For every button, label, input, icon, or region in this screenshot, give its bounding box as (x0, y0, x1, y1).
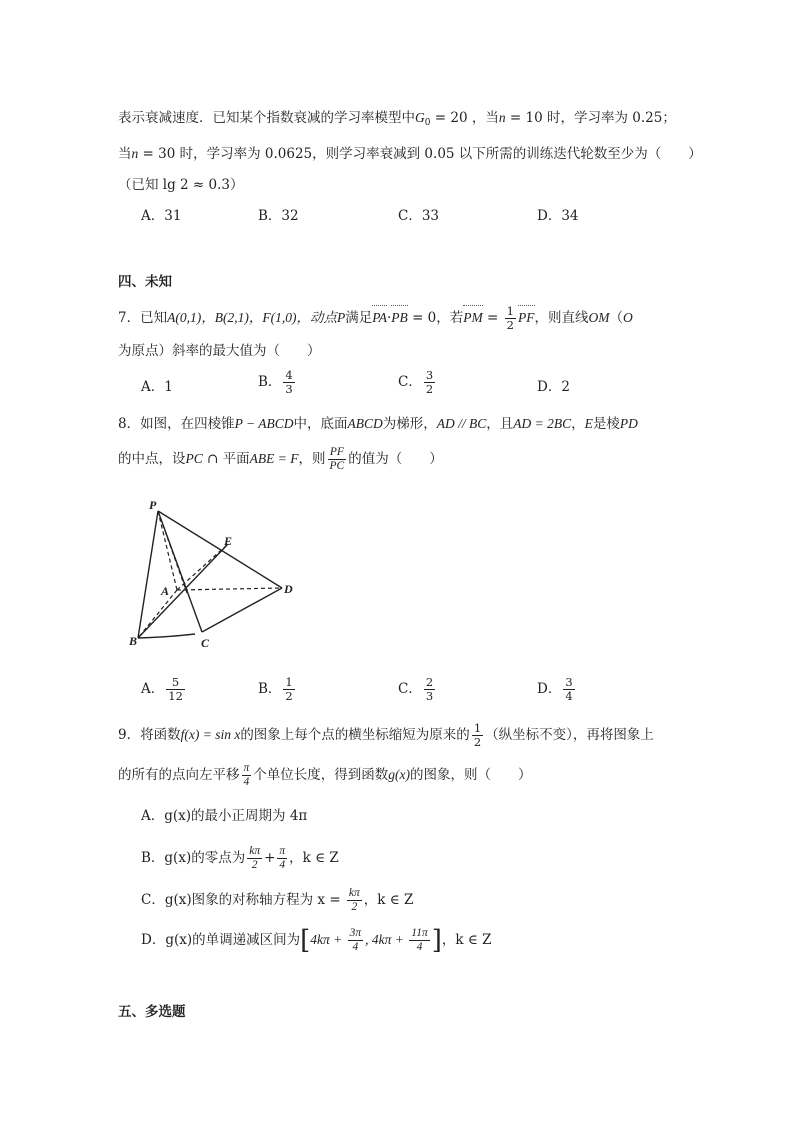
label-d: D (284, 582, 293, 596)
fraction (348, 927, 364, 954)
math: f(x) = sin x (180, 727, 241, 742)
section-heading-4: 四、未知 (118, 274, 172, 290)
denominator: 2 (506, 318, 514, 332)
text: 个单位长度，得到函数 (253, 767, 389, 783)
numerator: 3 (565, 675, 573, 689)
q7-choice-d[interactable]: D．2 (537, 379, 570, 395)
math: AD = 2BC (513, 416, 572, 431)
text: ，且 (486, 416, 514, 432)
point-b: B(2,1)， (214, 310, 263, 325)
denominator: 12 (168, 689, 183, 703)
pyramid-figure (125, 495, 310, 655)
symbol-n: n (498, 110, 506, 125)
text: ，k ∈ Z (363, 892, 414, 908)
q6-line3: （已知 lg 2 ≈ 0.3） (118, 177, 244, 193)
line-om: OM (588, 310, 610, 325)
q6-choice-d[interactable]: D．34 (537, 208, 579, 224)
text: = 10 时，学习率为 0.25； (505, 110, 676, 126)
section-heading-5: 五、多选题 (118, 1004, 186, 1020)
text: ，k ∈ Z (441, 932, 492, 948)
text: 的图象，则（ ） (410, 767, 532, 783)
text: ，则直线 (534, 310, 589, 326)
label-p: P (149, 498, 157, 512)
symbol-n: n (131, 146, 139, 161)
math: PD (619, 416, 638, 431)
numerator: π (243, 762, 250, 774)
q8-line2 (118, 446, 443, 473)
numerator: 11π (411, 927, 428, 939)
text: = 20 ，当 (430, 110, 499, 126)
numerator: 3 (425, 368, 434, 382)
numerator: 1 (506, 304, 514, 318)
q7-choice-c[interactable] (398, 369, 437, 396)
numerator: 4 (285, 368, 293, 382)
text: = (482, 310, 503, 326)
q8-choice-b[interactable] (258, 676, 297, 703)
denominator: 4 (565, 689, 573, 703)
math: g(x) (388, 767, 410, 782)
fraction (166, 676, 185, 703)
edge-bc (138, 634, 195, 638)
choice-label: D． (537, 681, 562, 697)
vector-pb: PB (391, 308, 408, 328)
text: ，则 (298, 451, 326, 467)
label-b: B (129, 634, 138, 648)
edge-pd (158, 511, 282, 588)
symbol-g: G (415, 110, 425, 125)
fraction (563, 676, 574, 703)
denominator: 3 (285, 382, 293, 396)
label-e: E (224, 534, 233, 548)
edge-ad (177, 588, 282, 590)
math: PC (185, 451, 203, 466)
fraction (277, 845, 287, 872)
fraction-half (472, 722, 483, 749)
q8-choice-d[interactable] (537, 676, 577, 703)
text: 当 (118, 146, 132, 162)
fraction (283, 369, 294, 396)
q6-line2 (118, 144, 702, 164)
q8-line1 (118, 414, 638, 434)
text: 的中点，设 (118, 451, 186, 467)
point-o: O (623, 310, 633, 325)
denominator: 4 (279, 859, 286, 871)
numerator: 5 (166, 676, 185, 690)
point-a: A(0,1)， (167, 310, 215, 325)
denominator: 2 (473, 735, 482, 749)
right-bracket: ] (431, 925, 442, 956)
label-a: A (161, 584, 170, 598)
q9-line2 (118, 762, 532, 789)
text: B．g(x)的零点为 (141, 850, 246, 866)
text: C．g(x)图象的对称轴方程为 x = (141, 892, 345, 908)
q6-choice-a[interactable]: A．31 (141, 208, 182, 224)
text: 的值为（ ） (348, 451, 443, 467)
text: ， (571, 416, 585, 432)
q8-choice-a[interactable] (141, 676, 187, 703)
math: 4kπ + (310, 932, 346, 947)
text: （ (609, 310, 623, 326)
numerator: π (279, 845, 286, 857)
fraction (347, 887, 362, 914)
choice-label: A． (141, 681, 165, 697)
text: 7．已知 (118, 310, 168, 326)
text: D．g(x)的单调递减区间为 (141, 932, 301, 948)
fraction (424, 676, 435, 703)
denominator: 4 (352, 941, 359, 953)
numerator: 1 (285, 675, 293, 689)
denominator: 2 (351, 901, 358, 913)
denominator: 2 (425, 382, 434, 396)
denominator: 2 (285, 689, 293, 703)
edge-cd (202, 588, 282, 632)
choice-label: B． (258, 374, 282, 390)
text: ∩ 平面 (202, 451, 250, 467)
math: E (584, 416, 593, 431)
subscript: 0 (424, 118, 431, 128)
numerator: 1 (473, 721, 482, 735)
vector-pm: PM (463, 308, 483, 328)
fraction (247, 845, 262, 872)
vector-pf: PF (518, 308, 535, 328)
numerator: 2 (425, 675, 434, 689)
fraction (409, 927, 429, 954)
fraction-pf-pc (328, 446, 347, 473)
q9-line1 (118, 722, 654, 749)
q7-choice-b[interactable] (258, 369, 297, 396)
left-bracket: [ (300, 925, 311, 956)
math: ABE = F (249, 451, 299, 466)
q6-line1 (118, 108, 676, 133)
text: 中，底面 (293, 416, 348, 432)
text: = 30 时，学习率为 0.0625，则学习率衰减到 0.05 以下所需的训练迭代轮数至少为（ ） (138, 146, 702, 162)
math: AD // BC (436, 416, 487, 431)
text: 满足 (345, 310, 373, 326)
text: 8．如图，在四棱锥 (118, 416, 235, 432)
q7-line1 (118, 305, 633, 332)
denominator: 3 (425, 689, 434, 703)
plus: + (264, 850, 276, 866)
edge-ae (177, 544, 228, 590)
denominator: 4 (243, 776, 250, 788)
point-p: P (336, 310, 346, 325)
denominator: 4 (416, 941, 423, 953)
numerator: PF (328, 446, 347, 460)
text: 9．将函数 (118, 727, 181, 743)
q6-choice-b[interactable]: B．32 (258, 208, 299, 224)
q9-choice-c[interactable] (141, 887, 413, 914)
point-f: F(1,0)，动点 (262, 310, 337, 325)
math: , 4kπ + (365, 932, 408, 947)
choice-label: C． (398, 374, 422, 390)
fraction (424, 369, 435, 396)
q8-choice-c[interactable] (398, 676, 437, 703)
denominator: PC (329, 460, 345, 472)
choice-label: C． (398, 681, 422, 697)
choice-label: B． (258, 681, 282, 697)
edge-pa (158, 511, 177, 590)
text: 是棱 (592, 416, 620, 432)
fraction-half (505, 305, 516, 332)
math: ABCD (347, 416, 383, 431)
edge-pb (138, 511, 158, 638)
text: 表示衰减速度．已知某个指数衰减的学习率模型中 (118, 110, 415, 126)
text: 的图象上每个点的横坐标缩短为原来的 (240, 727, 470, 743)
q9-choice-d[interactable] (141, 927, 492, 954)
q7-choice-a[interactable]: A．1 (141, 379, 173, 395)
denominator: 2 (251, 859, 258, 871)
numerator: kπ (249, 845, 261, 857)
text: （纵坐标不变），再将图象上 (485, 727, 654, 743)
fraction (283, 676, 294, 703)
vector-pa: PA (372, 308, 387, 328)
text: = 0，若 (407, 310, 464, 326)
q9-choice-b[interactable] (141, 845, 339, 872)
math: P − ABCD (234, 416, 294, 431)
q9-choice-a[interactable]: A．g(x)的最小正周期为 4π (141, 808, 308, 824)
numerator: kπ (348, 887, 360, 899)
numerator: 3π (349, 927, 362, 939)
q7-line2: 为原点）斜率的最大值为（ ） (118, 343, 321, 359)
dot: · (386, 310, 392, 326)
edge-be (138, 544, 228, 638)
text: ，k ∈ Z (289, 850, 339, 866)
label-c: C (201, 636, 210, 650)
q6-choice-c[interactable]: C．33 (398, 208, 440, 224)
text: 为梯形， (382, 416, 437, 432)
text: 的所有的点向左平移 (118, 767, 240, 783)
fraction-pi-4 (242, 762, 252, 789)
